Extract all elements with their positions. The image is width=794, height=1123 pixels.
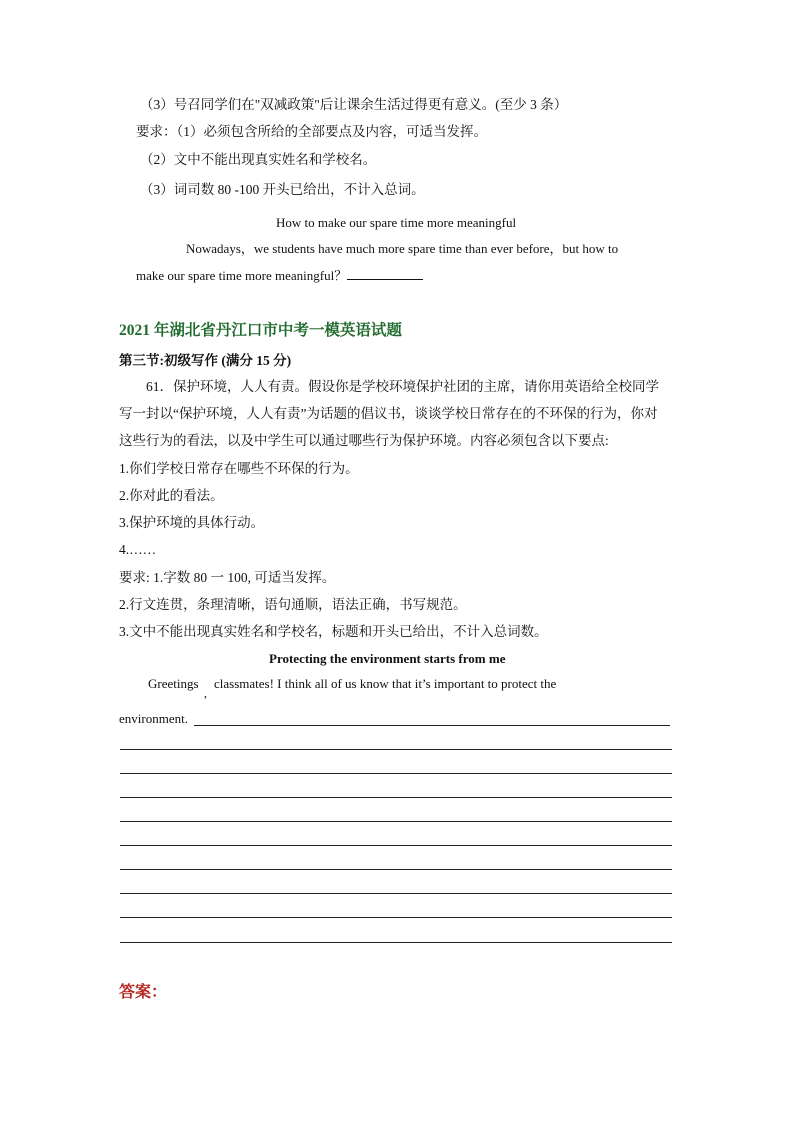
requirement-3: 3.文中不能出现真实姓名和学校名，标题和开头已给出，不计入总词数。 <box>119 624 548 639</box>
writing-line[interactable] <box>120 893 672 894</box>
section-subheading: 第三节:初级写作 (满分 15 分) <box>119 353 292 368</box>
writing-line[interactable] <box>120 917 672 918</box>
essay-opening-line-1: Nowadays，we students have much more spare time than ever before，but how to <box>186 241 619 256</box>
writing-line[interactable] <box>120 869 672 870</box>
writing-line[interactable] <box>120 942 672 943</box>
point-2: 2.你对此的看法。 <box>119 488 224 503</box>
writing-line[interactable] <box>120 749 672 750</box>
writing-line[interactable] <box>120 845 672 846</box>
writing-line[interactable] <box>120 821 672 822</box>
essay-title: How to make our spare time more meaningful <box>276 215 517 230</box>
essay-opening-end: environment. <box>119 711 188 726</box>
point-3: 3.保护环境的具体行动。 <box>119 515 265 530</box>
essay-opening-text: make our spare time more meaningful？ <box>136 268 348 283</box>
essay-opening-comma: , <box>204 686 207 700</box>
requirement-2: （2）文中不能出现真实姓名和学校名。 <box>140 152 377 167</box>
requirement-2: 2.行文连贯，条理清晰，语句通顺，语法正确，书写规范。 <box>119 597 467 612</box>
requirement-3: （3）词司数 80 -100 开头已给出，不计入总词。 <box>140 182 425 197</box>
writing-line[interactable] <box>120 797 672 798</box>
point-4: 4.…… <box>119 542 157 557</box>
requirement-1: 要求: 1.字数 80 一 100, 可适当发挥。 <box>119 570 336 585</box>
exam-heading: 2021 年湖北省丹江口市中考一模英语试题 <box>119 322 402 339</box>
prompt-line-3: 这些行为的看法，以及中学生可以通过哪些行为保护环境。内容必须包含以下要点: <box>119 433 609 448</box>
prompt-line-1: 61．保护环境，人人有责。假设你是学校环境保护社团的主席，请你用英语给全校同学 <box>146 379 659 394</box>
point-1: 1.你们学校日常存在哪些不环保的行为。 <box>119 461 359 476</box>
essay-opening-line-2 <box>136 267 423 285</box>
requirement-1: 要求：（1）必须包含所给的全部要点及内容，可适当发挥。 <box>136 124 487 139</box>
writing-line[interactable] <box>194 725 670 726</box>
answer-label: 答案： <box>119 984 168 1001</box>
answer-blank[interactable] <box>347 267 423 280</box>
essay-title: Protecting the environment starts from me <box>269 651 506 666</box>
prompt-line-2: 写一封以“保护环境，人人有责”为话题的倡议书，谈谈学校日常存在的不环保的行为，你对 <box>119 406 658 421</box>
task-point-3: （3）号召同学们在"双减政策"后让课余生活过得更有意义。(至少 3 条） <box>140 97 568 112</box>
essay-opening-sentence: classmates! I think all of us know that it’s important to protect the <box>214 676 557 691</box>
essay-opening-greeting: Greetings <box>148 676 199 691</box>
writing-line[interactable] <box>120 773 672 774</box>
